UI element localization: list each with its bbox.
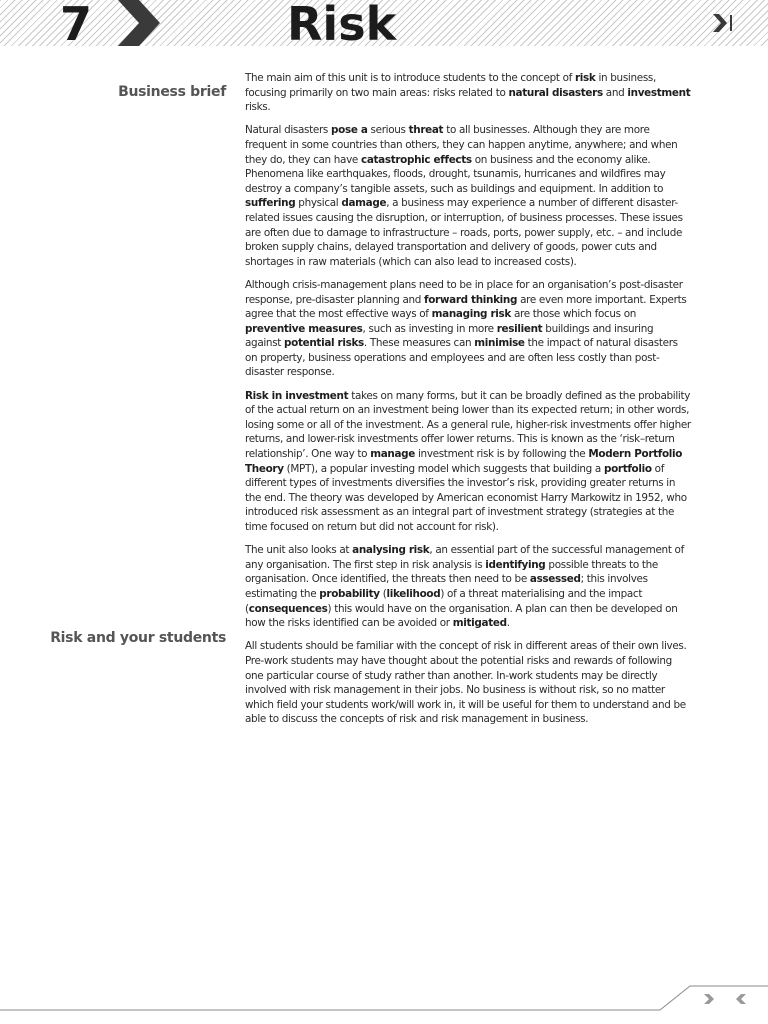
bold-term: managing risk: [431, 308, 511, 321]
footer: [0, 980, 768, 1024]
bold-term: natural disasters: [508, 86, 603, 99]
bold-term: investment: [627, 86, 691, 99]
unit-number: 7: [60, 0, 93, 51]
text-run: The unit also looks at: [245, 544, 353, 557]
bold-term: probability: [319, 587, 380, 600]
chevron-right-icon: [118, 0, 162, 46]
paragraph: [245, 543, 692, 631]
text-run: on business and the economy alike. Phenomena like earthquakes, floods, drought, tsunamis, hurricanes and wildfires may destroy a company’s tangible assets, such as buildings and equipment. In addition to: [245, 153, 666, 195]
next-page-icon[interactable]: [712, 14, 734, 32]
text-run: ; this involves estimating the: [245, 573, 648, 600]
bold-term: Risk in investment: [245, 389, 349, 402]
paragraph: [245, 123, 692, 269]
text-run: The main aim of this unit is to introduce students to the concept of: [245, 72, 575, 84]
text-run: are those which focus on: [510, 308, 637, 321]
bold-term: manage: [370, 448, 415, 461]
text-run: . These measures can: [363, 337, 475, 350]
bold-term: catastrophic effects: [360, 153, 472, 166]
footer-chevron-right-icon[interactable]: [704, 994, 714, 1004]
text-run: All students should be familiar with the concept of risk in different areas of their own lives. Pre-work students may have thought about the potential risks and rewards of following one particular course of study rather than another. In-work students may be directly involved with risk management in their jobs. No business is without risk, so no matter which field your students work/will work in, it will be useful for them to understand and be able to discuss the concepts of risk and risk management in business.: [245, 640, 687, 726]
text-run: are even more important. Experts agree that the most effective ways of: [245, 293, 687, 321]
body-text: [245, 71, 692, 736]
header-band: [0, 0, 768, 51]
bold-term: potential risks: [284, 337, 364, 350]
text-run: Natural disasters: [245, 124, 332, 137]
text-run: risks.: [245, 101, 271, 114]
bold-term: portfolio: [603, 462, 652, 475]
bold-term: suffering: [245, 197, 296, 210]
heading-risk-students: Risk and your students: [50, 630, 226, 646]
text-run: in business, focusing primarily on two main areas: risks related to: [245, 72, 656, 99]
text-run: and: [602, 86, 628, 99]
bold-term: preventive measures: [245, 322, 363, 335]
text-run: Although crisis-management plans need to be in place for an organisation’s post-disaster response, pre-disaster planning and: [245, 278, 683, 306]
footer-chevron-left-icon[interactable]: [736, 994, 746, 1004]
text-run: the impact of natural disasters on property, business operations and employees and are often less costly than post-disaster response.: [245, 337, 678, 379]
text-run: serious: [367, 124, 409, 137]
text-run: , an essential part of the successful management of any organisation. The first step in risk analysis is: [245, 544, 684, 571]
bold-term: resilient: [496, 322, 543, 335]
paragraph: [245, 71, 692, 115]
text-run: (MPT), a popular investing model which suggests that building a: [283, 462, 604, 475]
bold-term: damage: [341, 197, 387, 210]
text-run: takes on many forms, but it can be broadly defined as the probability of the actual return on an investment being lower than its expected return; in other words, losing some or all of the investment. As a general rule, higher-risk investments offer higher returns, and lower-risk investments offer lower returns. This is known as the ‘risk–return relationship’. One way to: [245, 389, 691, 461]
bold-term: mitigated: [452, 617, 507, 630]
text-run: (: [379, 587, 387, 600]
bold-term: forward thinking: [424, 293, 518, 306]
unit-title: Risk: [287, 0, 397, 51]
text-run: investment risk is by following the: [415, 448, 589, 461]
bold-term: pose a: [331, 124, 368, 137]
bold-term: minimise: [474, 337, 525, 350]
text-run: , a business may experience a number of different disaster-related issues causing the disruption, or interruption, of business processes. These issues are often due to damage to infrastructure – roads, ports, power supply, etc. – and include broken supply chains, delayed transportation and delivery of goods, power cuts and shortages in raw materials (which can also lead to increased costs).: [245, 197, 683, 268]
bold-term: analysing risk: [352, 544, 430, 557]
bold-term: Modern Portfolio Theory: [245, 448, 683, 475]
bold-term: assessed: [529, 573, 581, 586]
text-run: buildings and insuring against: [245, 322, 654, 350]
text-run: of different types of investments diversifies the investor’s risk, providing greater returns in the end. The theory was developed by American economist Harry Markowitz in 1952, who introduced risk assessment as an integral part of investment strategy (strategies at the time focused on return but did not account for risk).: [245, 462, 687, 533]
paragraph: [245, 389, 692, 535]
text-run: , such as investing in more: [362, 322, 497, 335]
text-run: physical: [295, 197, 342, 210]
paragraph: [245, 278, 692, 380]
paragraph: [245, 639, 692, 727]
text-run: ) of a threat materialising and the impact (: [245, 587, 643, 615]
text-run: .: [506, 617, 510, 630]
bold-term: risk: [574, 72, 596, 84]
bold-term: threat: [408, 124, 444, 137]
text-run: ) this would have on the organisation. A plan can then be developed on how the risks identified can be avoided or: [245, 602, 678, 630]
bold-term: consequences: [248, 602, 328, 615]
bold-term: likelihood: [386, 587, 441, 600]
text-run: to all businesses. Although they are more frequent in some countries than others, they can happen anytime, anywhere; and when they do, they can have: [245, 124, 678, 166]
bold-term: identifying: [485, 558, 546, 571]
heading-business-brief: Business brief: [118, 84, 226, 100]
text-run: possible threats to the organisation. Once identified, the threats then need to be: [245, 558, 658, 586]
